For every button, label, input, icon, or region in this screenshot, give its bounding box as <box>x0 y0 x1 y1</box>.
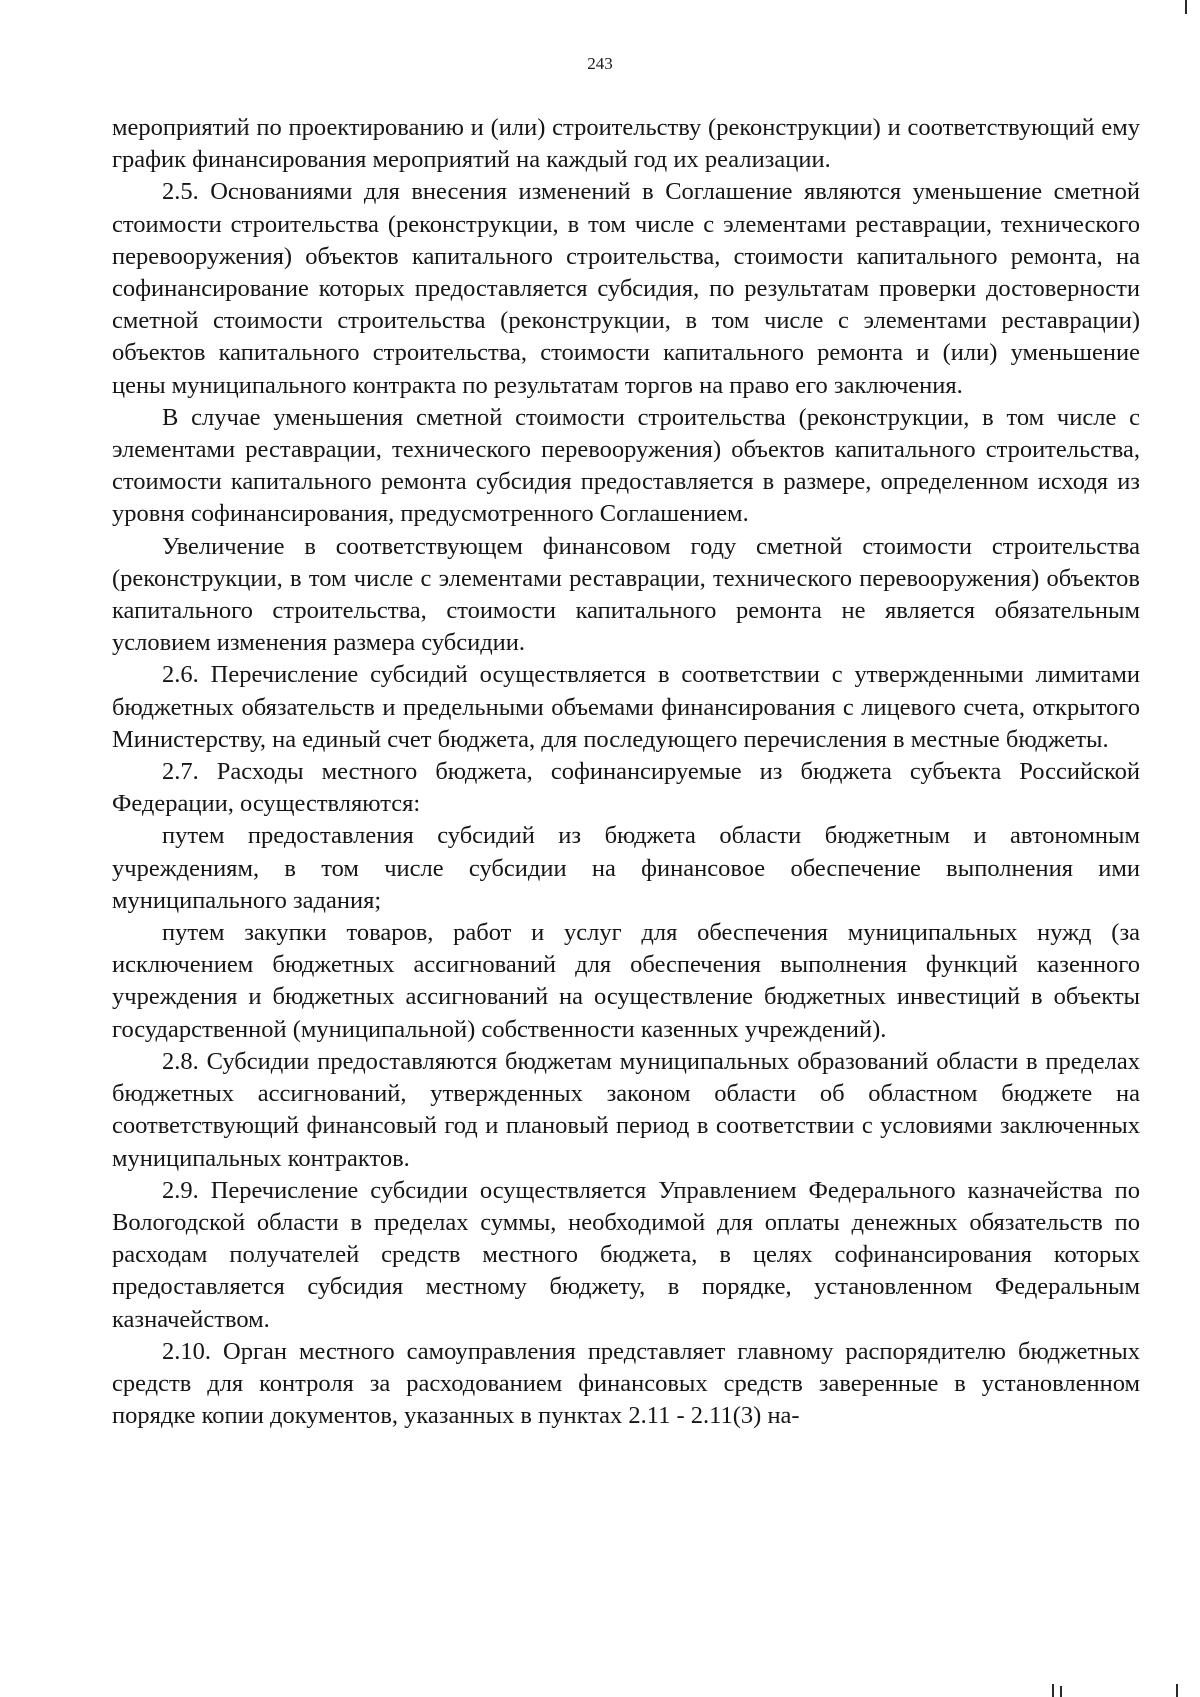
paragraph-increase-case: Увеличение в соответствующем финансовом году сметной стоимости строительства (реконструкции, в том числе с элементами реставрации, технического перевооружения) объектов капитального строительства, стоимости капитального ремонта не является обязательным условием изменения размера субсидии. <box>112 532 1140 657</box>
scan-edge-mark-bottom <box>1176 1684 1178 1697</box>
paragraph-2-7-item-1: путем предоставления субсидий из бюджета области бюджетным и автономным учреждениям, в том числе субсидии на финансовое обеспечение выполнения ими муниципального задания; <box>112 822 1140 914</box>
paragraph-2-5: 2.5. Основаниями для внесения изменений в Соглашение являются уменьшение сметной стоимости строительства (реконструкции, в том числе с элементами реставрации, технического перевооружения) объектов капитального строительства, стоимости капитального ремонта, на софинансирование которых предоставляется субсидия, по результатам проверки достоверности сметной стоимости строительства (реконструкции, в том числе с элементами реставрации) объектов капитального строительства, стоимости капитального ремонта и (или) уменьшение цены муниципального контракта по результатам торгов на право его заключения. <box>112 178 1140 399</box>
paragraph-continuation: мероприятий по проектированию и (или) строительству (реконструкции) и соответствующий ему график финансирования мероприятий на каждый год их реализации. <box>112 114 1140 174</box>
scan-edge-mark-bottom <box>1060 1686 1062 1697</box>
paragraph-2-10: 2.10. Орган местного самоуправления представляет главному распорядителю бюджетных средств для контроля за расходованием финансовых средств заверенные в установленном порядке копии документов, указанных в пунктах 2.11 - 2.11(3) на- <box>112 1337 1140 1430</box>
scan-edge-mark-top <box>1185 0 1187 14</box>
paragraph-reduction-case: В случае уменьшения сметной стоимости строительства (реконструкции, в том числе с элементами реставрации, технического перевооружения) объектов капитального строительства, стоимости капитального ремонта субсидия предоставляется в размере, определенном исходя из уровня софинансирования, предусмотренного Соглашением. <box>112 403 1140 528</box>
paragraph-2-6: 2.6. Перечисление субсидий осуществляется в соответствии с утвержденными лимитами бюджетных обязательств и предельными объемами финансирования с лицевого счета, открытого Министерству, на единый счет бюджета, для последующего перечисления в местные бюджеты. <box>112 661 1140 753</box>
paragraph-2-9: 2.9. Перечисление субсидии осуществляется Управлением Федерального казначейства по Вологодской области в пределах суммы, необходимой для оплаты денежных обязательств по расходам получателей средств местного бюджета, в целях софинансирования которых предоставляется субсидия местному бюджету, в порядке, установленном Федеральным казначейством. <box>112 1176 1140 1333</box>
paragraph-2-7-item-2: путем закупки товаров, работ и услуг для обеспечения муниципальных нужд (за исключением бюджетных ассигнований для обеспечения выполнения функций казенного учреждения и бюджетных ассигнований на осуществление бюджетных инвестиций в объекты государственной (муниципальной) собственности казенных учреждений). <box>112 919 1140 1043</box>
page-number: 243 <box>587 54 613 73</box>
paragraph-2-8: 2.8. Субсидии предоставляются бюджетам муниципальных образований области в пределах бюджетных ассигнований, утвержденных законом области об областном бюджете на соответствующий финансовый год и плановый период в соответствии с условиями заключенных муниципальных контрактов. <box>112 1047 1140 1172</box>
scan-edge-mark-bottom <box>1052 1684 1054 1697</box>
paragraph-2-7: 2.7. Расходы местного бюджета, софинансируемые из бюджета субъекта Российской Федерации, осуществляются: <box>112 758 1140 818</box>
document-body <box>112 112 1140 1432</box>
